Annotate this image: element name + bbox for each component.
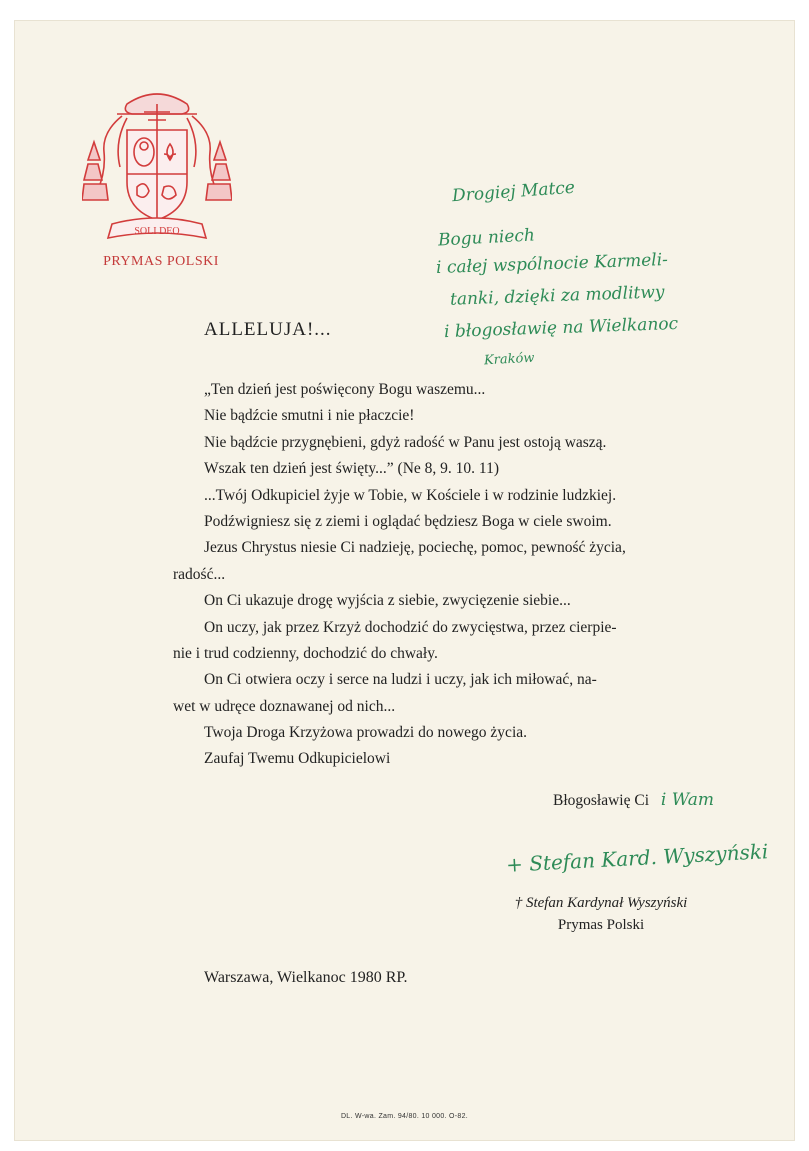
letter-title: ALLELUJA!... [204, 319, 332, 340]
body-line: ...Twój Odkupiciel żyje w Tobie, w Kościele i w rodzinie ludzkiej. [204, 486, 617, 504]
body-line: On Ci ukazuje drogę wyjścia z siebie, zwycięzenie siebie... [204, 592, 571, 610]
body-line: radość... [173, 565, 226, 583]
handwritten-note-line-3: i całej wspólnocie Karmeli- [435, 249, 669, 279]
blessing-printed: Błogosławię Ci [553, 792, 650, 809]
handwritten-note-line-5: i błogosławię na Wielkanoc [443, 313, 679, 343]
coat-of-arms-icon [82, 82, 232, 252]
crest-motto: SOLI DEO [134, 226, 180, 237]
body-line: nie i trud codzienny, dochodzić do chwały. [173, 644, 438, 662]
body-line: Nie bądźcie przygnębieni, gdyż radość w Panu jest ostoją waszą. [204, 433, 607, 451]
printer-note: DL. W-wa. Zam. 94/80. 10 000. O-82. [340, 1113, 469, 1120]
handwritten-note-line-4: tanki, dzięki za modlitwy [449, 282, 665, 310]
signer-name: † Stefan Kardynał Wyszyński [514, 895, 688, 911]
handwritten-note-line-2: Bogu niech [437, 225, 536, 251]
blessing-text [553, 790, 714, 810]
body-line: On Ci otwiera oczy i serce na ludzi i uczy, jak ich miłować, na- [204, 671, 597, 689]
body-line: „Ten dzień jest poświęcony Bogu waszemu... [204, 381, 486, 398]
letter-body [173, 377, 716, 773]
signature-handwritten: + Stefan Kard. Wyszyński [505, 839, 769, 877]
blessing-handwritten: i Wam [660, 790, 714, 810]
body-line: Podźwigniesz się z ziemi i oglądać będziesz Boga w ciele swoim. [204, 512, 612, 530]
body-line: Zaufaj Twemu Odkupicielowi [204, 750, 391, 768]
signer-block [486, 892, 716, 936]
body-line: Twoja Droga Krzyżowa prowadzi do nowego życia. [204, 724, 528, 742]
letterhead-title: PRYMAS POLSKI [103, 254, 219, 269]
body-line: Jezus Chrystus niesie Ci nadzieję, pociechę, pomoc, pewność życia, [204, 539, 626, 557]
signer-title: Prymas Polski [557, 917, 645, 933]
place-date: Warszawa, Wielkanoc 1980 RP. [204, 969, 408, 986]
handwritten-note-line-1: Drogiej Matce [451, 177, 576, 207]
body-line: Nie bądźcie smutni i nie płaczcie! [204, 407, 415, 425]
handwritten-note-line-6: Kraków [483, 350, 535, 369]
body-line: Wszak ten dzień jest święty...” (Ne 8, 9. 10. 11) [204, 460, 499, 478]
body-line: wet w udręce doznawanej od nich... [173, 697, 396, 715]
body-line: On uczy, jak przez Krzyż dochodzić do zwycięstwa, przez cierpie- [204, 618, 617, 636]
